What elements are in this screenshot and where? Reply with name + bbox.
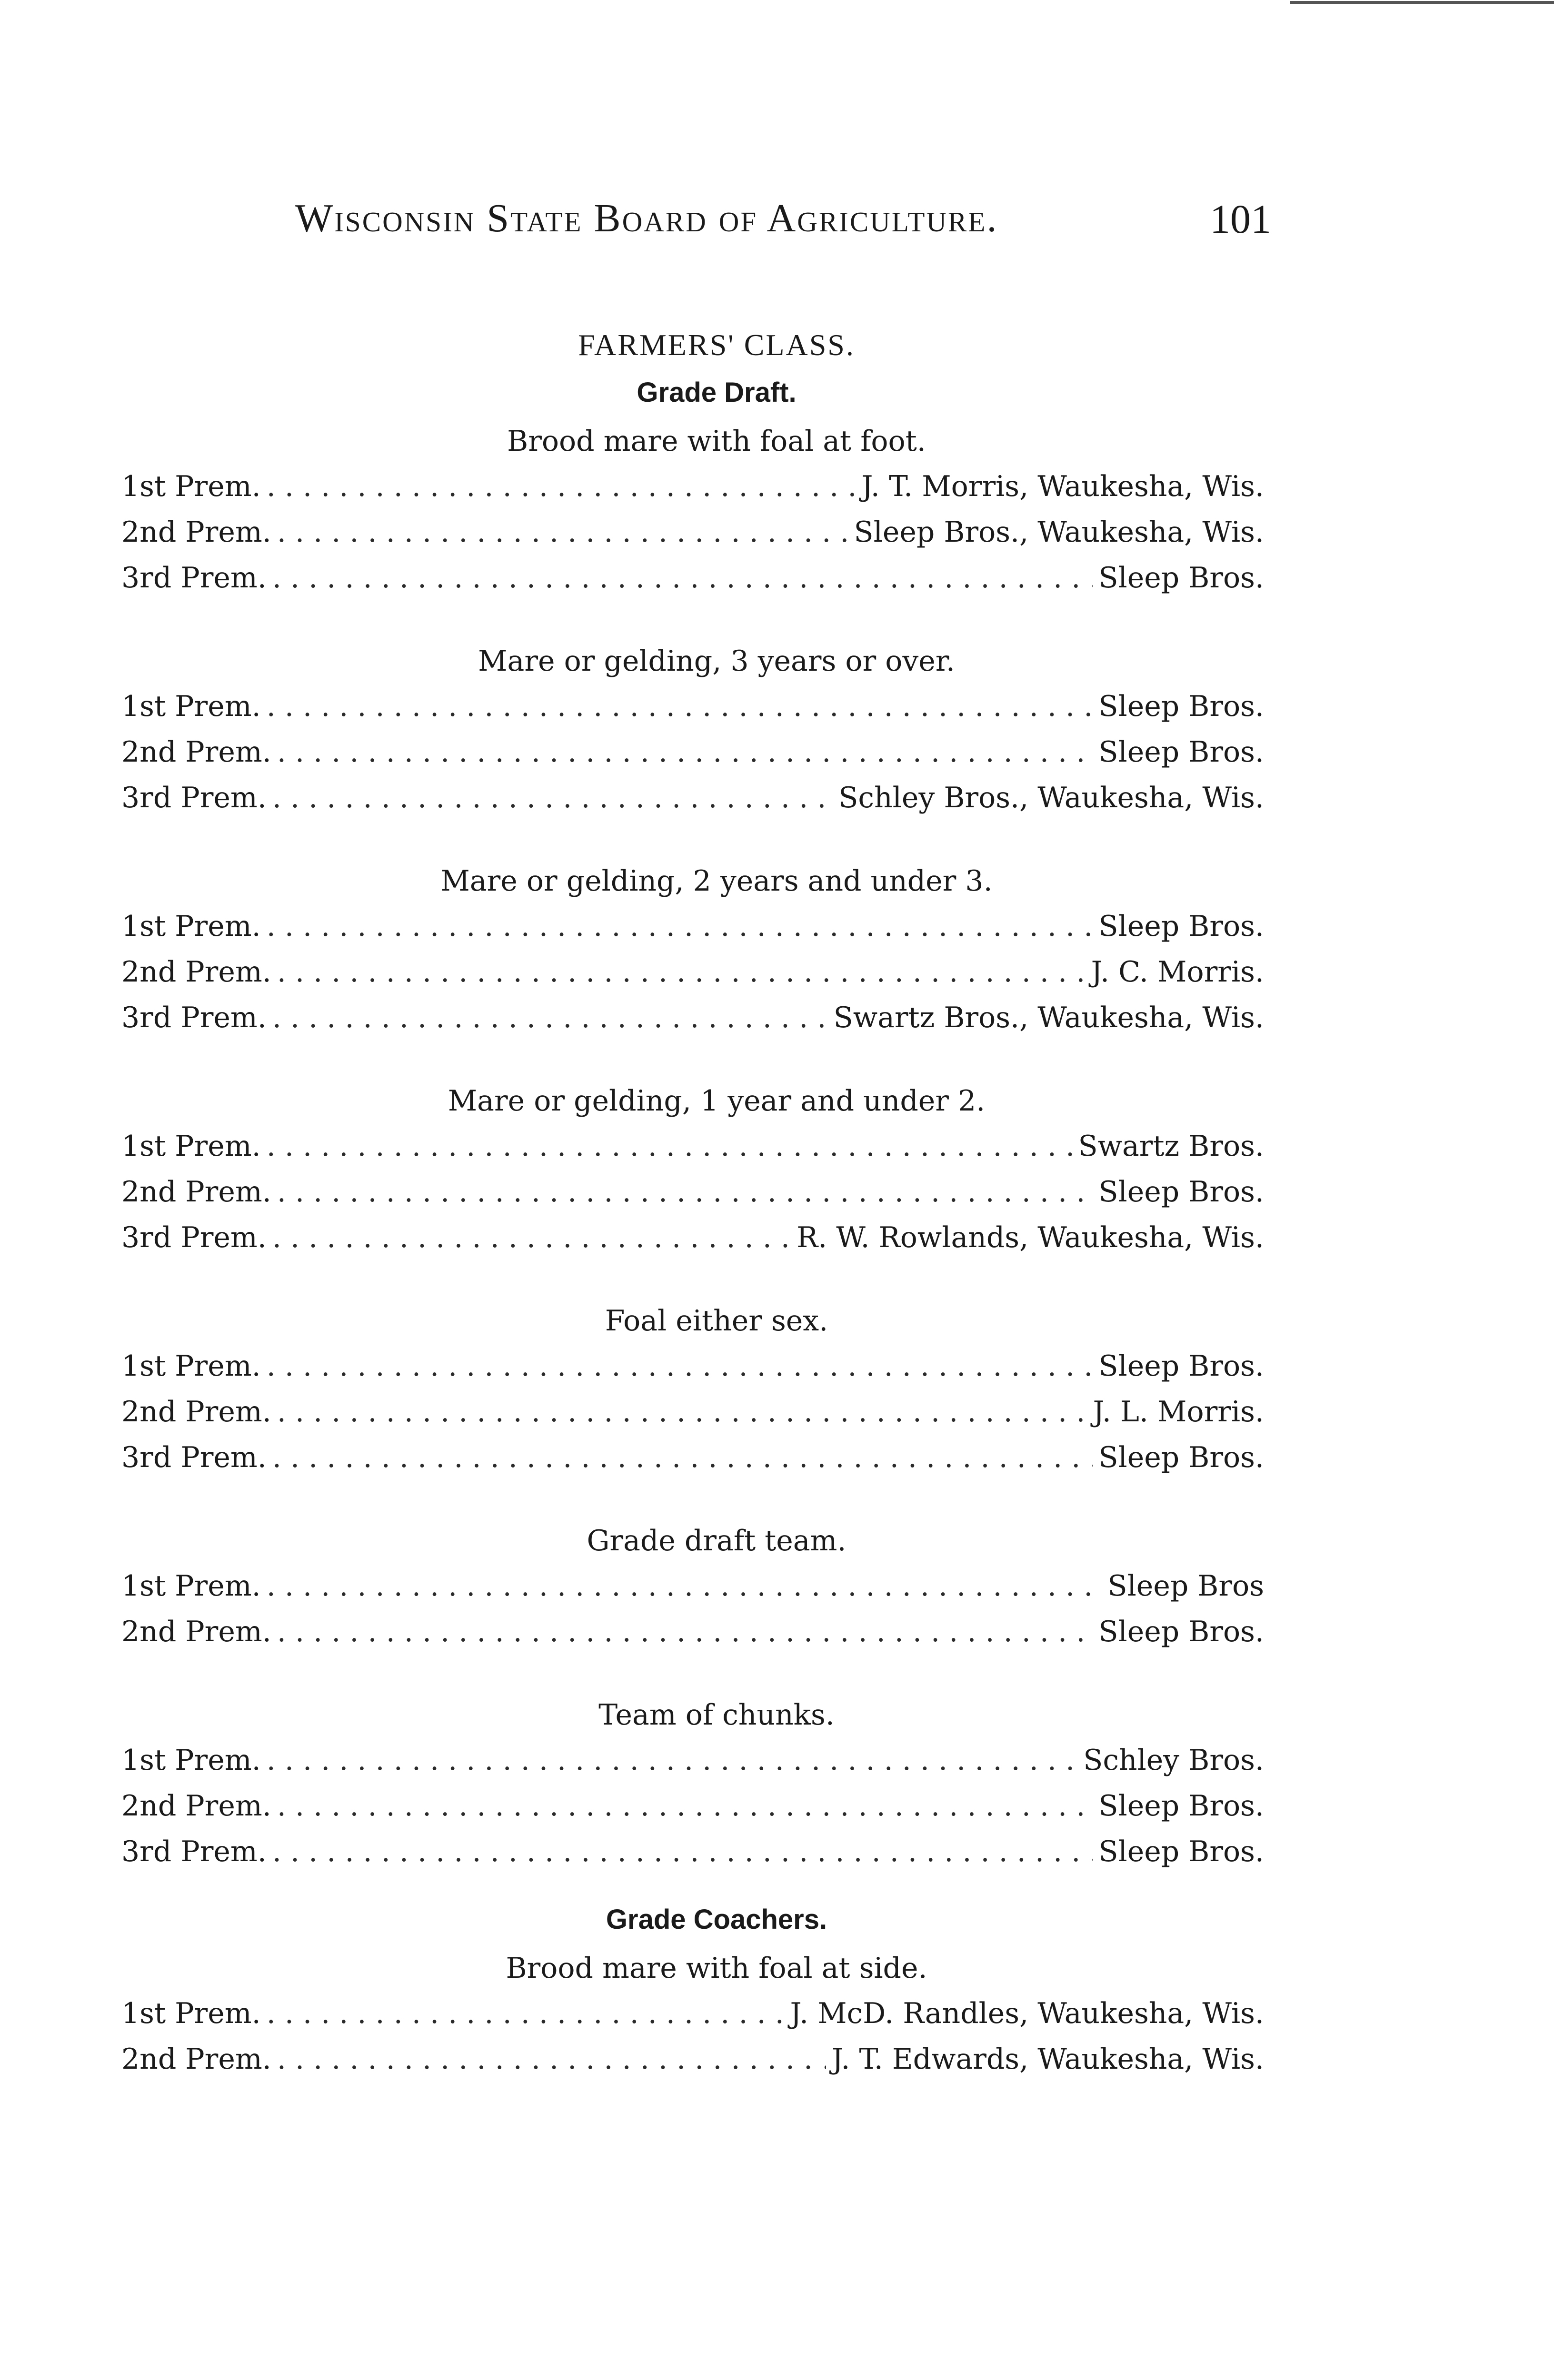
dot-leader: [277, 1609, 1093, 1655]
premium-entry: [121, 1737, 1264, 1783]
award-category-title: Brood mare with foal at foot.: [507, 425, 926, 458]
dot-leader: [267, 1343, 1093, 1389]
dot-leader: [267, 1991, 785, 2036]
premium-entry: [121, 1389, 1264, 1435]
award-group: [121, 1693, 1264, 1874]
group-spacer: [121, 601, 1264, 639]
premium-place: 1st Prem.: [121, 910, 261, 943]
premium-section: [121, 367, 1264, 1874]
premium-place: 2nd Prem.: [121, 516, 271, 549]
premium-winner: Sleep Bros., Waukesha, Wis.: [854, 516, 1264, 549]
section-heading: Grade Coachers.: [606, 1904, 827, 1935]
top-edge-rule: [1290, 1, 1554, 4]
premium-place: 3rd Prem.: [121, 1441, 267, 1474]
premium-entry: [121, 509, 1264, 555]
group-spacer: [121, 1480, 1264, 1518]
running-head: [295, 195, 1271, 252]
dot-leader: [267, 1563, 1102, 1609]
dot-leader: [277, 1169, 1093, 1215]
award-category-title: Mare or gelding, 1 year and under 2.: [448, 1084, 986, 1118]
premium-place: 2nd Prem.: [121, 1615, 271, 1648]
premium-entry: [121, 729, 1264, 775]
premium-winner: Sleep Bros.: [1098, 1349, 1264, 1383]
premium-entry: [121, 775, 1264, 821]
premium-winner: Sleep Bros.: [1098, 735, 1264, 769]
premium-place: 1st Prem.: [121, 1569, 261, 1603]
premium-place: 1st Prem.: [121, 470, 261, 503]
premium-place: 3rd Prem.: [121, 561, 267, 595]
premium-winner: Sleep Bros.: [1098, 1789, 1264, 1823]
premium-winner: J. L. Morris.: [1093, 1395, 1264, 1428]
group-spacer: [121, 1655, 1264, 1693]
section-spacer: [121, 1874, 1264, 1894]
dot-leader: [277, 1389, 1087, 1435]
dot-leader: [277, 949, 1086, 995]
premium-entry: [121, 1609, 1264, 1655]
award-group: [121, 419, 1264, 601]
section-heading: Grade Draft.: [637, 377, 797, 408]
dot-leader: [277, 729, 1093, 775]
page-number: 101: [1210, 196, 1271, 242]
premium-place: 2nd Prem.: [121, 955, 271, 989]
premium-winner: J. C. Morris.: [1091, 955, 1264, 989]
award-category-title: Mare or gelding, 3 years or over.: [478, 645, 955, 678]
dot-leader: [272, 555, 1093, 601]
award-category-title: Foal either sex.: [605, 1304, 828, 1338]
award-category-title: Grade draft team.: [587, 1524, 847, 1557]
running-title: Wisconsin State Board of Agriculture.: [295, 196, 998, 240]
premium-place: 3rd Prem.: [121, 1001, 267, 1034]
premium-winner: Sleep Bros.: [1098, 1175, 1264, 1209]
premium-winner: Sleep Bros.: [1098, 1615, 1264, 1648]
premium-winner: Sleep Bros.: [1098, 1441, 1264, 1474]
group-spacer: [121, 1260, 1264, 1299]
award-group: [121, 1079, 1264, 1260]
dot-leader: [272, 1829, 1093, 1874]
premium-winner: Swartz Bros., Waukesha, Wis.: [833, 1001, 1264, 1034]
premium-winner: Schley Bros., Waukesha, Wis.: [838, 781, 1264, 814]
dot-leader: [272, 1215, 791, 1260]
group-spacer: [121, 1041, 1264, 1079]
premium-entry: [121, 1343, 1264, 1389]
premium-place: 1st Prem.: [121, 1744, 261, 1777]
premium-place: 2nd Prem.: [121, 1395, 271, 1428]
premium-winner: Swartz Bros.: [1078, 1130, 1264, 1163]
premium-place: 2nd Prem.: [121, 735, 271, 769]
premium-entry: [121, 1169, 1264, 1215]
premium-winner: J. T. Edwards, Waukesha, Wis.: [832, 2043, 1264, 2076]
dot-leader: [277, 509, 848, 555]
premium-place: 1st Prem.: [121, 1997, 261, 2030]
dot-leader: [267, 1737, 1078, 1783]
dot-leader: [277, 2036, 826, 2082]
page-content: [121, 324, 1264, 2082]
premium-winner: Sleep Bros.: [1098, 910, 1264, 943]
premium-entry: [121, 1123, 1264, 1169]
award-group: [121, 1946, 1264, 2082]
award-group: [121, 1518, 1264, 1655]
premium-entry: [121, 949, 1264, 995]
dot-leader: [267, 464, 856, 509]
award-category-title: Team of chunks.: [598, 1698, 835, 1732]
premium-winner: Sleep Bros.: [1098, 690, 1264, 723]
dot-leader: [272, 1435, 1093, 1480]
premium-place: 1st Prem.: [121, 690, 261, 723]
group-spacer: [121, 821, 1264, 859]
premium-entry: [121, 684, 1264, 729]
award-group: [121, 859, 1264, 1041]
dot-leader: [267, 684, 1093, 729]
premium-winner: Schley Bros.: [1083, 1744, 1264, 1777]
premium-entry: [121, 1435, 1264, 1480]
award-group: [121, 1299, 1264, 1480]
premium-place: 1st Prem.: [121, 1130, 261, 1163]
dot-leader: [267, 903, 1093, 949]
premium-winner: J. T. Morris, Waukesha, Wis.: [861, 470, 1264, 503]
class-title: FARMERS' CLASS.: [578, 328, 855, 362]
award-category-title: Mare or gelding, 2 years and under 3.: [440, 864, 993, 898]
premium-place: 1st Prem.: [121, 1349, 261, 1383]
dot-leader: [267, 1123, 1073, 1169]
premium-entry: [121, 1215, 1264, 1260]
premium-place: 2nd Prem.: [121, 2043, 271, 2076]
premium-entry: [121, 1991, 1264, 2036]
premium-place: 2nd Prem.: [121, 1175, 271, 1209]
premium-place: 3rd Prem.: [121, 1835, 267, 1868]
award-group: [121, 639, 1264, 821]
premium-entry: [121, 903, 1264, 949]
premium-winner: Sleep Bros: [1107, 1569, 1264, 1603]
premium-entry: [121, 1563, 1264, 1609]
premium-entry: [121, 995, 1264, 1041]
dot-leader: [272, 775, 833, 821]
premium-entry: [121, 2036, 1264, 2082]
premium-section: [121, 1874, 1264, 2082]
dot-leader: [277, 1783, 1093, 1829]
dot-leader: [272, 995, 828, 1041]
premium-winner: Sleep Bros.: [1098, 1835, 1264, 1868]
premium-place: 2nd Prem.: [121, 1789, 271, 1823]
premium-entry: [121, 555, 1264, 601]
premium-place: 3rd Prem.: [121, 781, 267, 814]
premium-winner: J. McD. Randles, Waukesha, Wis.: [790, 1997, 1264, 2030]
premium-entry: [121, 464, 1264, 509]
premium-entry: [121, 1783, 1264, 1829]
sections-container: [121, 367, 1264, 2082]
award-category-title: Brood mare with foal at side.: [506, 1952, 927, 1985]
premium-place: 3rd Prem.: [121, 1221, 267, 1254]
premium-winner: Sleep Bros.: [1098, 561, 1264, 595]
premium-entry: [121, 1829, 1264, 1874]
premium-winner: R. W. Rowlands, Waukesha, Wis.: [796, 1221, 1264, 1254]
